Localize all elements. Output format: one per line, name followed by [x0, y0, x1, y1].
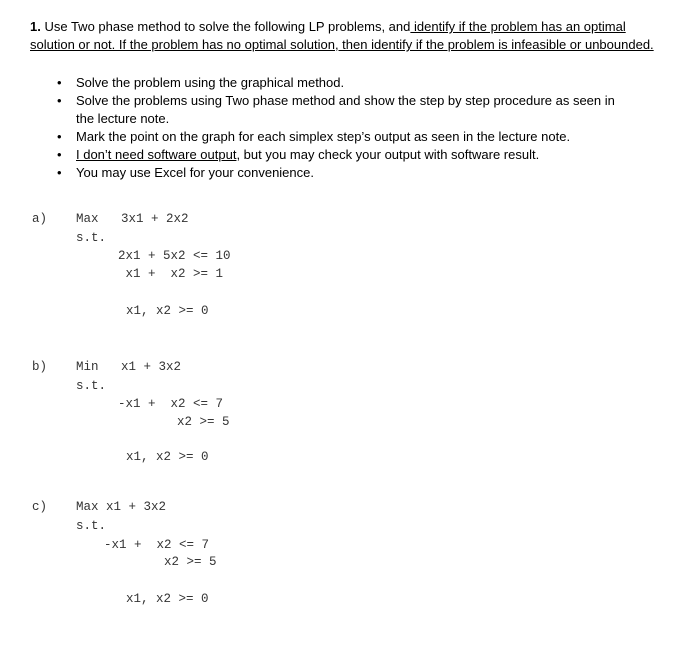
problem-c-objective: Max x1 + 3x2 — [76, 500, 167, 514]
problem-b-label: b) — [32, 360, 48, 374]
problem-c-constraint-2: x2 >= 5 — [164, 555, 217, 569]
problem-c-st: s.t. — [76, 519, 107, 533]
bullet-icon: • — [57, 93, 62, 108]
problem-b-constraint-1: -x1 + x2 <= 7 — [118, 397, 224, 411]
problem-b-nonnegativity: x1, x2 >= 0 — [126, 450, 209, 464]
problem-b-st: s.t. — [76, 379, 107, 393]
bullet-text: Mark the point on the graph for each simplex step’s output as seen in the lecture note. — [76, 128, 571, 144]
bullet-icon: • — [57, 75, 62, 90]
problem-b-objective: Min x1 + 3x2 — [76, 360, 182, 374]
problem-intro — [30, 18, 660, 54]
bullet-icon: • — [57, 164, 62, 180]
intro-underlined: identify if the problem has an optimal solution or not. If the problem has no optimal solution, then identify if the problem is infeasible or unbounded. — [30, 19, 654, 52]
instruction-list — [54, 74, 634, 182]
problem-number: 1. — [30, 19, 41, 34]
bullet-underlined: I don’t need software output — [76, 146, 237, 162]
problem-a-constraint-2: x1 + x2 >= 1 — [118, 267, 224, 281]
problem-c-constraint-1: -x1 + x2 <= 7 — [104, 538, 210, 552]
problem-a-st: s.t. — [76, 231, 107, 245]
bullet-text: , but you may check your output with software result. — [236, 146, 540, 162]
bullet-text: Solve the problems using Two phase method and show the step by step procedure as seen in the lecture note. — [76, 93, 615, 126]
bullet-item — [54, 92, 634, 127]
bullet-item — [54, 146, 634, 164]
problem-c-nonnegativity: x1, x2 >= 0 — [126, 592, 209, 606]
intro-lead: Use Two phase method to solve the following LP problems, and — [40, 19, 411, 34]
bullet-text: Solve the problem using the graphical method. — [76, 75, 345, 90]
bullet-text: You may use Excel for your convenience. — [76, 164, 314, 180]
bullet-icon: • — [57, 146, 62, 162]
bullet-item — [54, 128, 634, 146]
problem-b-constraint-2: x2 >= 5 — [177, 415, 230, 429]
problem-a-label: a) — [32, 212, 48, 226]
problem-a-constraint-1: 2x1 + 5x2 <= 10 — [118, 249, 231, 263]
problem-a-nonnegativity: x1, x2 >= 0 — [126, 304, 209, 318]
bullet-item — [54, 74, 634, 92]
problem-c-label: c) — [32, 500, 48, 514]
problem-a-objective: Max 3x1 + 2x2 — [76, 212, 189, 226]
bullet-item — [54, 164, 634, 182]
bullet-icon: • — [57, 128, 62, 144]
